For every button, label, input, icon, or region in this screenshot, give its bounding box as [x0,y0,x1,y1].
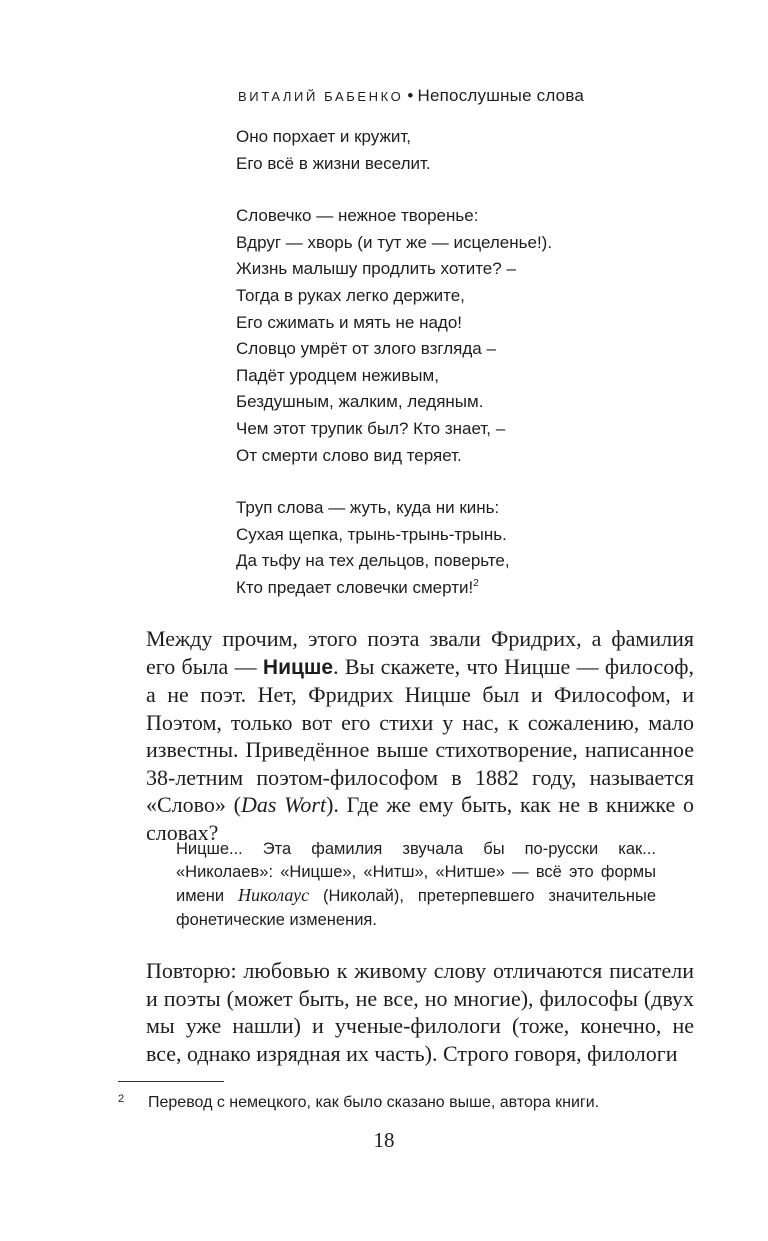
bold-name: Ницше [262,655,334,679]
poem-line: Жизнь малышу продлить хотите? – [236,259,516,279]
footnote-number: 2 [118,1093,125,1105]
poem-line: Да тьфу на тех дельцов, поверьте, [236,551,510,571]
poem [236,124,676,628]
poem-line: Бездушным, жалким, ледяным. [236,392,484,412]
header-separator: • [407,86,414,105]
note-text: (Николай), претерпевшего значительные фонетические изменения. [176,887,656,929]
note-text: Ницше... Эта фамилия звучала бы по-русски как... «Николаев»: «Ницше», «Нитш», «Нитше» — всё это формы имени [176,840,656,906]
poem-line: Чем этот трупик был? Кто знает, – [236,418,506,438]
paragraph-text: Между прочим, этого поэта звали Фридрих, а фамилия его была — [146,626,694,679]
poem-line: Тогда в руках легко держите, [236,285,465,305]
paragraph-text: . Вы скажете, что Ницше — философ, а не поэт. Нет, Фридрих Ницше был и Философом, и Поэтом, только вот его стихи у нас, к сожалению, мало известны. Приведённое выше стихотворение, написанное 38-летним поэтом-философом в 1882 году, называется «Слово» ( [146,653,694,817]
header-author: ВИТАЛИЙ БАБЕНКО [238,89,404,104]
italic-title: Das Wort [240,792,327,817]
poem-stanza-1 [236,124,676,177]
poem-line: Падёт уродцем неживым, [236,365,439,385]
paragraph-text: ). Где же ему быть, как не в книжке о словах? [146,792,694,845]
poem-stanza-2 [236,203,676,469]
poem-line: Сухая щепка, трынь-трынь-трынь. [236,524,507,544]
poem-line-text: Кто предает словечки смерти! [236,577,474,597]
poem-line [236,575,676,602]
poem-line: Его сжимать и мять не надо! [236,312,463,332]
body-paragraph-2: Повторю: любовью к живому слову отличаются писатели и поэты (может быть, не все, но многие), философы (двух мы уже нашли) и ученые-филологи (тоже, конечно, не все, однако изрядная их часть). Строго говоря, филологи [146,958,694,1066]
poem-line: Оно порхает и кружит, [236,127,411,146]
poem-line: Словцо умрёт от злого взгляда – [236,339,496,359]
body-paragraph-1 [146,625,694,846]
poem-line: От смерти слово вид теряет. [236,445,462,465]
page-number: 18 [373,1128,395,1152]
poem-line: Труп слова — жуть, куда ни кинь: [236,498,500,518]
poem-stanza-3 [236,495,676,601]
poem-line: Словечко — нежное творенье: [236,206,479,226]
poem-line: Вдруг — хворь (и тут же — исцеленье!). [236,232,553,252]
footnote-divider [118,1081,224,1082]
poem-line: Его всё в жизни веселит. [236,153,431,173]
running-header [238,86,584,106]
footnote-text: Перевод с немецкого, как было сказано выше, автора книги. [148,1094,600,1111]
footnote-ref[interactable]: 2 [473,577,479,589]
side-note [176,838,656,932]
footnote [118,1088,678,1114]
header-title: Непослушные слова [417,86,585,105]
note-italic-name: Николаус [237,885,310,906]
